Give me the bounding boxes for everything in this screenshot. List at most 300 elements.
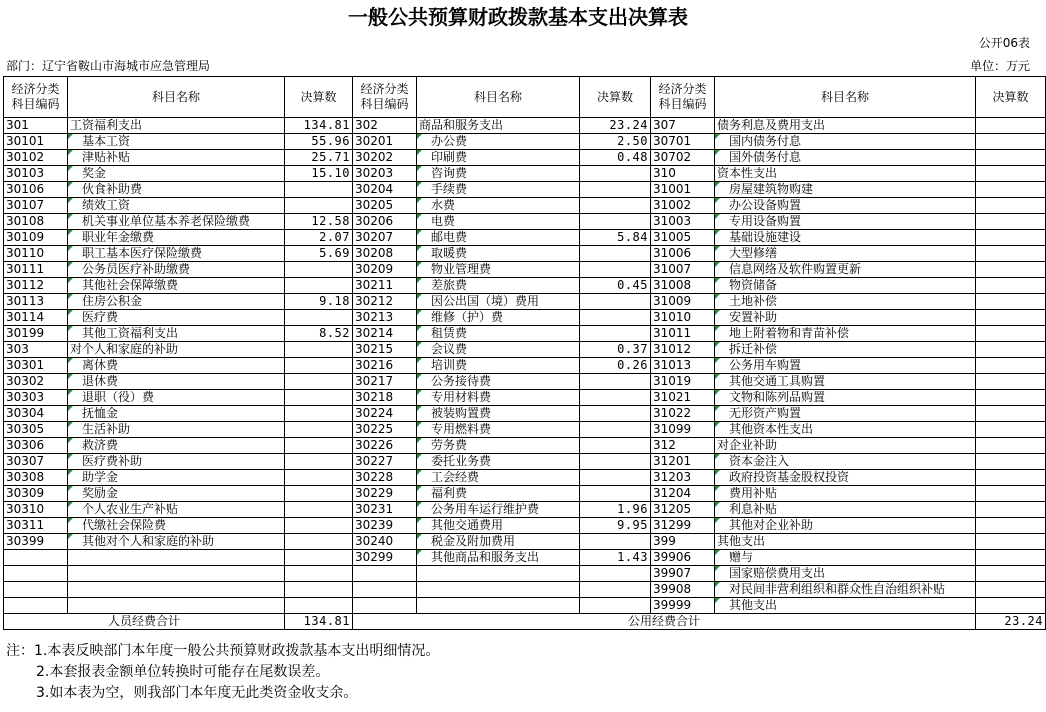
name-cell	[417, 246, 580, 262]
code-cell: 31022	[651, 406, 715, 422]
name-cell	[68, 310, 285, 326]
amount-cell: 0.37	[580, 342, 651, 358]
code-cell: 31010	[651, 310, 715, 326]
name-cell	[68, 278, 285, 294]
cell-marker-icon	[715, 454, 720, 459]
amount-cell	[976, 118, 1046, 134]
code-cell: 30701	[651, 134, 715, 150]
name-cell	[715, 390, 976, 406]
name-cell	[417, 310, 580, 326]
name-cell	[417, 326, 580, 342]
cell-marker-icon	[68, 358, 73, 363]
code-cell: 310	[651, 166, 715, 182]
name-cell	[417, 230, 580, 246]
amount-cell	[580, 182, 651, 198]
name-text: 绩效工资	[82, 198, 131, 212]
name-cell	[417, 598, 580, 614]
table-row	[4, 518, 1046, 534]
cell-marker-icon	[715, 182, 720, 187]
table-row	[4, 358, 1046, 374]
name-text: 取暖费	[431, 246, 468, 260]
code-cell	[4, 550, 68, 566]
table-row	[4, 118, 1046, 134]
cell-marker-icon	[417, 310, 422, 315]
table-row	[4, 374, 1046, 390]
cell-marker-icon	[68, 214, 73, 219]
code-cell: 30206	[353, 214, 417, 230]
cell-marker-icon	[68, 166, 73, 171]
name-text: 文物和陈列品购置	[729, 390, 826, 404]
code-cell: 31203	[651, 470, 715, 486]
name-cell	[417, 566, 580, 582]
table-row	[4, 566, 1046, 582]
header-amount: 决算数	[285, 77, 353, 118]
amount-cell	[285, 518, 353, 534]
cell-marker-icon	[417, 454, 422, 459]
name-text: 资本金注入	[729, 454, 790, 468]
code-cell: 30112	[4, 278, 68, 294]
code-cell: 30101	[4, 134, 68, 150]
name-text: 对企业补助	[717, 438, 778, 452]
amount-cell	[976, 406, 1046, 422]
code-cell: 31011	[651, 326, 715, 342]
code-cell: 31006	[651, 246, 715, 262]
name-text: 工资福利支出	[70, 118, 143, 132]
amount-cell	[976, 134, 1046, 150]
cell-marker-icon	[68, 422, 73, 427]
code-cell	[353, 582, 417, 598]
name-text: 其他社会保障缴费	[82, 278, 179, 292]
code-cell: 30309	[4, 486, 68, 502]
code-cell: 30239	[353, 518, 417, 534]
name-text: 机关事业单位基本养老保险缴费	[82, 214, 251, 228]
name-cell	[715, 374, 976, 390]
name-text: 培训费	[431, 358, 468, 372]
code-cell: 30212	[353, 294, 417, 310]
code-cell: 303	[4, 342, 68, 358]
code-cell: 302	[353, 118, 417, 134]
name-text: 工会经费	[431, 470, 480, 484]
cell-marker-icon	[417, 374, 422, 379]
amount-cell	[285, 566, 353, 582]
cell-marker-icon	[417, 534, 422, 539]
name-cell	[417, 502, 580, 518]
cell-marker-icon	[68, 438, 73, 443]
name-text: 国外债务付息	[729, 150, 802, 164]
amount-cell	[976, 246, 1046, 262]
amount-cell: 5.69	[285, 246, 353, 262]
name-text: 委托业务费	[431, 454, 492, 468]
cell-marker-icon	[715, 358, 720, 363]
table-row	[4, 294, 1046, 310]
amount-cell	[976, 166, 1046, 182]
name-text: 个人农业生产补贴	[82, 502, 179, 516]
cell-marker-icon	[715, 230, 720, 235]
cell-marker-icon	[715, 486, 720, 491]
amount-cell	[580, 374, 651, 390]
name-cell	[68, 390, 285, 406]
code-cell: 31007	[651, 262, 715, 278]
code-cell: 30301	[4, 358, 68, 374]
cell-marker-icon	[715, 214, 720, 219]
table-row	[4, 342, 1046, 358]
code-cell: 30114	[4, 310, 68, 326]
code-cell: 30208	[353, 246, 417, 262]
cell-marker-icon	[715, 134, 720, 139]
amount-cell	[976, 582, 1046, 598]
code-cell: 31019	[651, 374, 715, 390]
code-cell: 30310	[4, 502, 68, 518]
amount-cell	[976, 566, 1046, 582]
amount-cell	[976, 374, 1046, 390]
code-cell: 30113	[4, 294, 68, 310]
cell-marker-icon	[715, 550, 720, 555]
code-cell: 307	[651, 118, 715, 134]
code-cell: 30308	[4, 470, 68, 486]
amount-cell	[580, 486, 651, 502]
cell-marker-icon	[715, 262, 720, 267]
form-number: 公开06表	[978, 36, 1030, 50]
code-cell: 39999	[651, 598, 715, 614]
name-cell	[68, 246, 285, 262]
note-line: 3.如本表为空，则我部门本年度无此类资金收支余。	[36, 685, 358, 701]
cell-marker-icon	[68, 534, 73, 539]
amount-cell: 2.07	[285, 230, 353, 246]
name-cell	[715, 438, 976, 454]
amount-cell	[976, 454, 1046, 470]
amount-cell	[976, 310, 1046, 326]
code-cell: 31008	[651, 278, 715, 294]
amount-cell: 12.58	[285, 214, 353, 230]
table-header-row	[4, 77, 1046, 118]
cell-marker-icon	[715, 342, 720, 347]
name-cell	[715, 358, 976, 374]
table-row	[4, 422, 1046, 438]
amount-cell	[580, 390, 651, 406]
name-text: 对民间非营利组织和群众性自治组织补贴	[729, 582, 946, 596]
name-text: 职业年金缴费	[82, 230, 155, 244]
name-text: 水费	[431, 198, 456, 212]
cell-marker-icon	[68, 326, 73, 331]
name-text: 医疗费	[82, 310, 119, 324]
name-cell	[417, 198, 580, 214]
name-cell	[417, 166, 580, 182]
name-cell	[715, 134, 976, 150]
table-row	[4, 406, 1046, 422]
name-text: 房屋建筑物购建	[729, 182, 814, 196]
code-cell: 30107	[4, 198, 68, 214]
code-cell: 301	[4, 118, 68, 134]
cell-marker-icon	[417, 214, 422, 219]
header-code	[353, 77, 417, 118]
amount-cell: 15.10	[285, 166, 353, 182]
public-total-amount: 23.24	[976, 614, 1046, 630]
amount-cell: 5.84	[580, 230, 651, 246]
code-cell: 31201	[651, 454, 715, 470]
code-cell: 30304	[4, 406, 68, 422]
name-text: 其他支出	[717, 534, 766, 548]
cell-marker-icon	[417, 166, 422, 171]
name-text: 其他交通工具购置	[729, 374, 826, 388]
name-text: 其他交通费用	[431, 518, 504, 532]
amount-cell: 2.50	[580, 134, 651, 150]
name-text: 退职（役）费	[82, 390, 155, 404]
amount-cell	[976, 486, 1046, 502]
cell-marker-icon	[68, 134, 73, 139]
name-text: 公务用车运行维护费	[431, 502, 540, 516]
code-cell: 30227	[353, 454, 417, 470]
name-text: 公务接待费	[431, 374, 492, 388]
code-cell: 30209	[353, 262, 417, 278]
name-text: 医疗费补助	[82, 454, 143, 468]
table-row	[4, 502, 1046, 518]
header-amount: 决算数	[580, 77, 651, 118]
name-cell	[417, 454, 580, 470]
amount-cell	[580, 454, 651, 470]
name-text: 退休费	[82, 374, 119, 388]
code-cell: 30307	[4, 454, 68, 470]
cell-marker-icon	[417, 502, 422, 507]
table-row	[4, 262, 1046, 278]
cell-marker-icon	[417, 486, 422, 491]
name-text: 信息网络及软件购置更新	[729, 262, 862, 276]
name-text: 津贴补贴	[82, 150, 131, 164]
name-cell	[715, 470, 976, 486]
cell-marker-icon	[417, 518, 422, 523]
name-cell	[715, 262, 976, 278]
name-cell	[715, 198, 976, 214]
code-cell	[353, 598, 417, 614]
name-text: 债务利息及费用支出	[717, 118, 826, 132]
unit-label: 单位：万元	[969, 59, 1030, 73]
amount-cell	[976, 502, 1046, 518]
name-text: 国家赔偿费用支出	[729, 566, 826, 580]
cell-marker-icon	[417, 358, 422, 363]
name-cell	[68, 374, 285, 390]
code-cell: 31299	[651, 518, 715, 534]
name-cell	[417, 134, 580, 150]
table-row	[4, 534, 1046, 550]
code-cell: 31012	[651, 342, 715, 358]
cell-marker-icon	[417, 438, 422, 443]
name-cell	[417, 278, 580, 294]
name-cell	[417, 438, 580, 454]
name-cell	[417, 470, 580, 486]
amount-cell	[580, 470, 651, 486]
amount-cell	[976, 438, 1046, 454]
name-text: 会议费	[431, 342, 468, 356]
name-cell	[68, 214, 285, 230]
code-cell: 30218	[353, 390, 417, 406]
code-cell: 30207	[353, 230, 417, 246]
name-cell	[68, 518, 285, 534]
name-text: 政府投资基金股权投资	[729, 470, 850, 484]
name-cell	[68, 358, 285, 374]
amount-cell	[580, 582, 651, 598]
name-text: 维修（护）费	[431, 310, 504, 324]
amount-cell	[580, 310, 651, 326]
cell-marker-icon	[715, 582, 720, 587]
name-cell	[417, 182, 580, 198]
name-cell	[68, 502, 285, 518]
note-line: 2.本套报表金额单位转换时可能存在尾数误差。	[36, 664, 330, 680]
totals-row	[4, 614, 1046, 630]
table-row	[4, 182, 1046, 198]
code-cell: 30102	[4, 150, 68, 166]
name-cell	[715, 518, 976, 534]
cell-marker-icon	[68, 182, 73, 187]
name-cell	[715, 582, 976, 598]
cell-marker-icon	[715, 518, 720, 523]
cell-marker-icon	[417, 550, 422, 555]
code-cell: 39907	[651, 566, 715, 582]
name-cell	[715, 246, 976, 262]
name-text: 土地补偿	[729, 294, 778, 308]
name-cell	[715, 278, 976, 294]
name-text: 其他对企业补助	[729, 518, 814, 532]
cell-marker-icon	[715, 326, 720, 331]
name-text: 咨询费	[431, 166, 468, 180]
amount-cell	[285, 534, 353, 550]
amount-cell	[285, 454, 353, 470]
name-cell	[68, 118, 285, 134]
name-cell	[715, 150, 976, 166]
table-row	[4, 198, 1046, 214]
name-cell	[715, 534, 976, 550]
name-cell	[68, 230, 285, 246]
amount-cell	[976, 518, 1046, 534]
header-code-text: 经济分类 科目编码	[11, 82, 60, 111]
code-cell: 30225	[353, 422, 417, 438]
public-total-label: 公用经费合计	[353, 614, 976, 630]
name-cell	[68, 582, 285, 598]
amount-cell	[580, 198, 651, 214]
amount-cell	[976, 214, 1046, 230]
name-text: 租赁费	[431, 326, 468, 340]
name-text: 救济费	[82, 438, 119, 452]
code-cell: 31013	[651, 358, 715, 374]
code-cell: 30306	[4, 438, 68, 454]
name-text: 公务用车购置	[729, 358, 802, 372]
cell-marker-icon	[68, 502, 73, 507]
code-cell: 30201	[353, 134, 417, 150]
amount-cell: 25.71	[285, 150, 353, 166]
name-text: 资本性支出	[717, 166, 778, 180]
name-cell	[68, 406, 285, 422]
amount-cell	[976, 422, 1046, 438]
amount-cell	[285, 502, 353, 518]
code-cell: 31005	[651, 230, 715, 246]
code-cell: 30229	[353, 486, 417, 502]
cell-marker-icon	[715, 294, 720, 299]
amount-cell: 0.48	[580, 150, 651, 166]
table-row	[4, 214, 1046, 230]
code-cell: 31205	[651, 502, 715, 518]
cell-marker-icon	[68, 406, 73, 411]
amount-cell: 134.81	[285, 118, 353, 134]
name-cell	[417, 582, 580, 598]
name-cell	[715, 166, 976, 182]
code-cell: 30111	[4, 262, 68, 278]
name-cell	[68, 550, 285, 566]
amount-cell	[580, 598, 651, 614]
cell-marker-icon	[417, 422, 422, 427]
name-cell	[417, 406, 580, 422]
name-cell	[715, 118, 976, 134]
header-name: 科目名称	[417, 77, 580, 118]
name-text: 商品和服务支出	[419, 118, 504, 132]
name-cell	[715, 454, 976, 470]
code-cell	[4, 598, 68, 614]
code-cell: 31204	[651, 486, 715, 502]
amount-cell	[580, 294, 651, 310]
amount-cell	[580, 438, 651, 454]
cell-marker-icon	[715, 422, 720, 427]
amount-cell	[580, 214, 651, 230]
cell-marker-icon	[715, 150, 720, 155]
code-cell: 31003	[651, 214, 715, 230]
cell-marker-icon	[417, 246, 422, 251]
header-code-text: 经济分类 科目编码	[658, 82, 707, 111]
table-body	[4, 118, 1046, 614]
table-row	[4, 550, 1046, 566]
name-text: 代缴社会保险费	[82, 518, 167, 532]
cell-marker-icon	[417, 198, 422, 203]
cell-marker-icon	[417, 262, 422, 267]
amount-cell: 1.43	[580, 550, 651, 566]
amount-cell	[976, 358, 1046, 374]
cell-marker-icon	[417, 134, 422, 139]
name-text: 差旅费	[431, 278, 468, 292]
amount-cell	[976, 278, 1046, 294]
code-cell	[4, 566, 68, 582]
amount-cell	[580, 566, 651, 582]
header-name: 科目名称	[68, 77, 285, 118]
cell-marker-icon	[715, 470, 720, 475]
name-cell	[68, 486, 285, 502]
name-text: 专用燃料费	[431, 422, 492, 436]
amount-cell	[580, 262, 651, 278]
amount-cell	[285, 358, 353, 374]
code-cell: 30226	[353, 438, 417, 454]
cell-marker-icon	[68, 150, 73, 155]
amount-cell	[976, 326, 1046, 342]
amount-cell	[976, 262, 1046, 278]
code-cell: 30211	[353, 278, 417, 294]
name-text: 助学金	[82, 470, 119, 484]
cell-marker-icon	[715, 278, 720, 283]
name-cell	[715, 566, 976, 582]
name-text: 物业管理费	[431, 262, 492, 276]
name-cell	[715, 486, 976, 502]
cell-marker-icon	[417, 342, 422, 347]
header-name: 科目名称	[715, 77, 976, 118]
code-cell: 312	[651, 438, 715, 454]
name-text: 住房公积金	[82, 294, 143, 308]
table-row	[4, 390, 1046, 406]
name-cell	[417, 390, 580, 406]
cell-marker-icon	[68, 294, 73, 299]
amount-cell	[285, 278, 353, 294]
cell-marker-icon	[715, 598, 720, 603]
name-cell	[715, 502, 976, 518]
amount-cell	[976, 230, 1046, 246]
amount-cell	[285, 422, 353, 438]
cell-marker-icon	[68, 470, 73, 475]
code-cell: 399	[651, 534, 715, 550]
personnel-total-amount: 134.81	[285, 614, 353, 630]
code-cell: 30199	[4, 326, 68, 342]
